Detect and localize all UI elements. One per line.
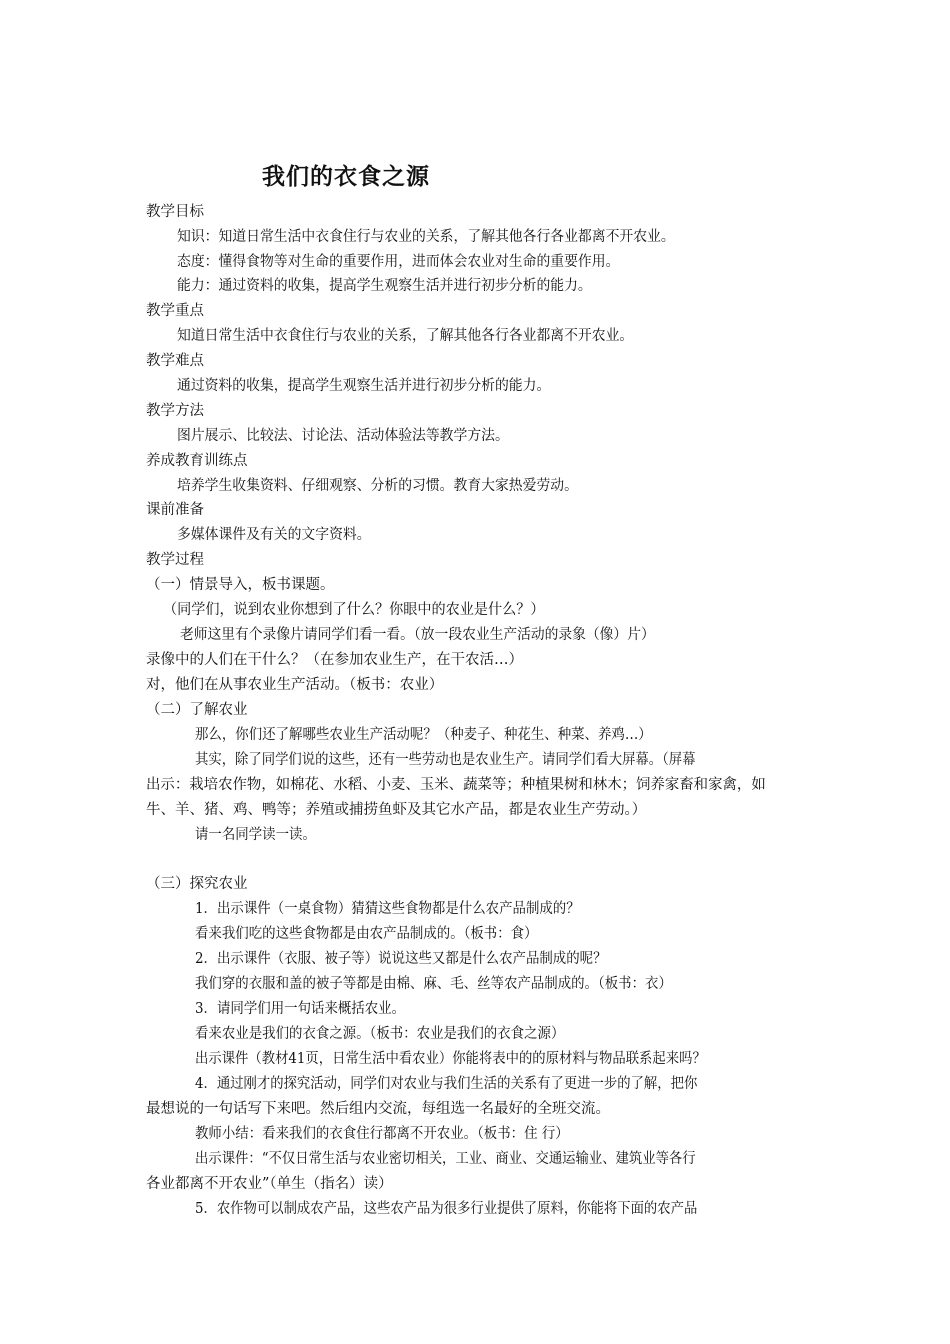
text-line: 能力：通过资料的收集，提高学生观察生活并进行初步分析的能力。 — [177, 278, 592, 294]
text-line: 我们穿的衣服和盖的被子等都是由棉、麻、毛、丝等农产品制成的。（板书：衣） — [195, 976, 672, 992]
text-line: 请一名同学读一读。 — [195, 827, 316, 843]
text-line: 牛、羊、猪、鸡、鸭等；养殖或捕捞鱼虾及其它水产品，都是农业生产劳动。） — [146, 802, 647, 818]
text-line: 多媒体课件及有关的文字资料。 — [177, 527, 371, 543]
text-line: 各业都离不开农业”（单生（指名）读） — [146, 1176, 393, 1192]
text-line: （三）探究农业 — [146, 876, 248, 892]
text-line: 知识：知道日常生活中衣食住行与农业的关系，了解其他各行各业都离不开农业。 — [177, 229, 675, 245]
text-line: 4．通过刚才的探究活动，同学们对农业与我们生活的关系有了更进一步的了解，把你 — [195, 1076, 698, 1092]
text-line: 教学过程 — [146, 552, 204, 568]
text-line: 1．出示课件（一桌食物）猜猜这些食物都是什么农产品制成的？ — [195, 901, 580, 917]
text-line: 教师小结：看来我们的衣食住行都离不开农业。（板书：住 行） — [195, 1126, 569, 1142]
text-line: 其实，除了同学们说的这些，还有一些劳动也是农业生产。请同学们看大屏幕。（屏幕 — [195, 752, 696, 768]
text-line: 出示：栽培农作物，如棉花、水稻、小麦、玉米、蔬菜等；种植果树和林木；饲养家畜和家禽，如 — [146, 777, 766, 793]
text-line: 教学难点 — [146, 353, 204, 369]
text-line: 3．请同学们用一句话来概括农业。 — [195, 1001, 406, 1017]
text-line: （一）情景导入，板书课题。 — [146, 577, 335, 593]
text-line: 通过资料的收集，提高学生观察生活并进行初步分析的能力。 — [177, 378, 551, 394]
text-line: 最想说的一句话写下来吧。然后组内交流，每组选一名最好的全班交流。 — [146, 1101, 610, 1117]
page-title: 我们的衣食之源 — [262, 163, 430, 190]
text-line: 看来农业是我们的衣食之源。（板书：农业是我们的衣食之源） — [195, 1026, 565, 1042]
text-line: 出示课件：“不仅日常生活与农业密切相关，工业、商业、交通运输业、建筑业等各行 — [195, 1151, 696, 1167]
text-line: 知道日常生活中衣食住行与农业的关系，了解其他各行各业都离不开农业。 — [177, 328, 634, 344]
text-line: 5．农作物可以制成农产品，这些农产品为很多行业提供了原料，你能将下面的农产品 — [195, 1201, 698, 1217]
text-line: 对，他们在从事农业生产活动。（板书：农业） — [146, 677, 444, 693]
text-line: 录像中的人们在干什么？（在参加农业生产，在干农活…） — [146, 652, 523, 668]
text-line: 老师这里有个录像片请同学们看一看。（放一段农业生产活动的录象（像）片） — [180, 627, 655, 643]
text-line: 教学目标 — [146, 204, 204, 220]
text-line: 那么，你们还了解哪些农业生产活动呢？（种麦子、种花生、种菜、养鸡…） — [195, 727, 652, 743]
text-line: 图片展示、比较法、讨论法、活动体验法等教学方法。 — [177, 428, 509, 444]
text-line: 教学重点 — [146, 303, 204, 319]
text-line: 教学方法 — [146, 403, 204, 419]
text-line: 课前准备 — [146, 502, 204, 518]
text-line: 出示课件（教材41页，日常生活中看农业）你能将表中的的原材料与物品联系起来吗？ — [195, 1051, 706, 1067]
text-line: 培养学生收集资料、仔细观察、分析的习惯。教育大家热爱劳动。 — [177, 478, 578, 494]
text-line: 态度：懂得食物等对生命的重要作用，进而体会农业对生命的重要作用。 — [177, 254, 620, 270]
text-line: 2．出示课件（衣服、被子等）说说这些又都是什么农产品制成的呢？ — [195, 951, 607, 967]
text-line: （二）了解农业 — [146, 702, 248, 718]
text-line: 看来我们吃的这些食物都是由农产品制成的。（板书：食） — [195, 926, 538, 942]
text-line: （同学们，说到农业你想到了什么？你眼中的农业是什么？） — [163, 602, 545, 618]
text-line: 养成教育训练点 — [146, 453, 248, 469]
